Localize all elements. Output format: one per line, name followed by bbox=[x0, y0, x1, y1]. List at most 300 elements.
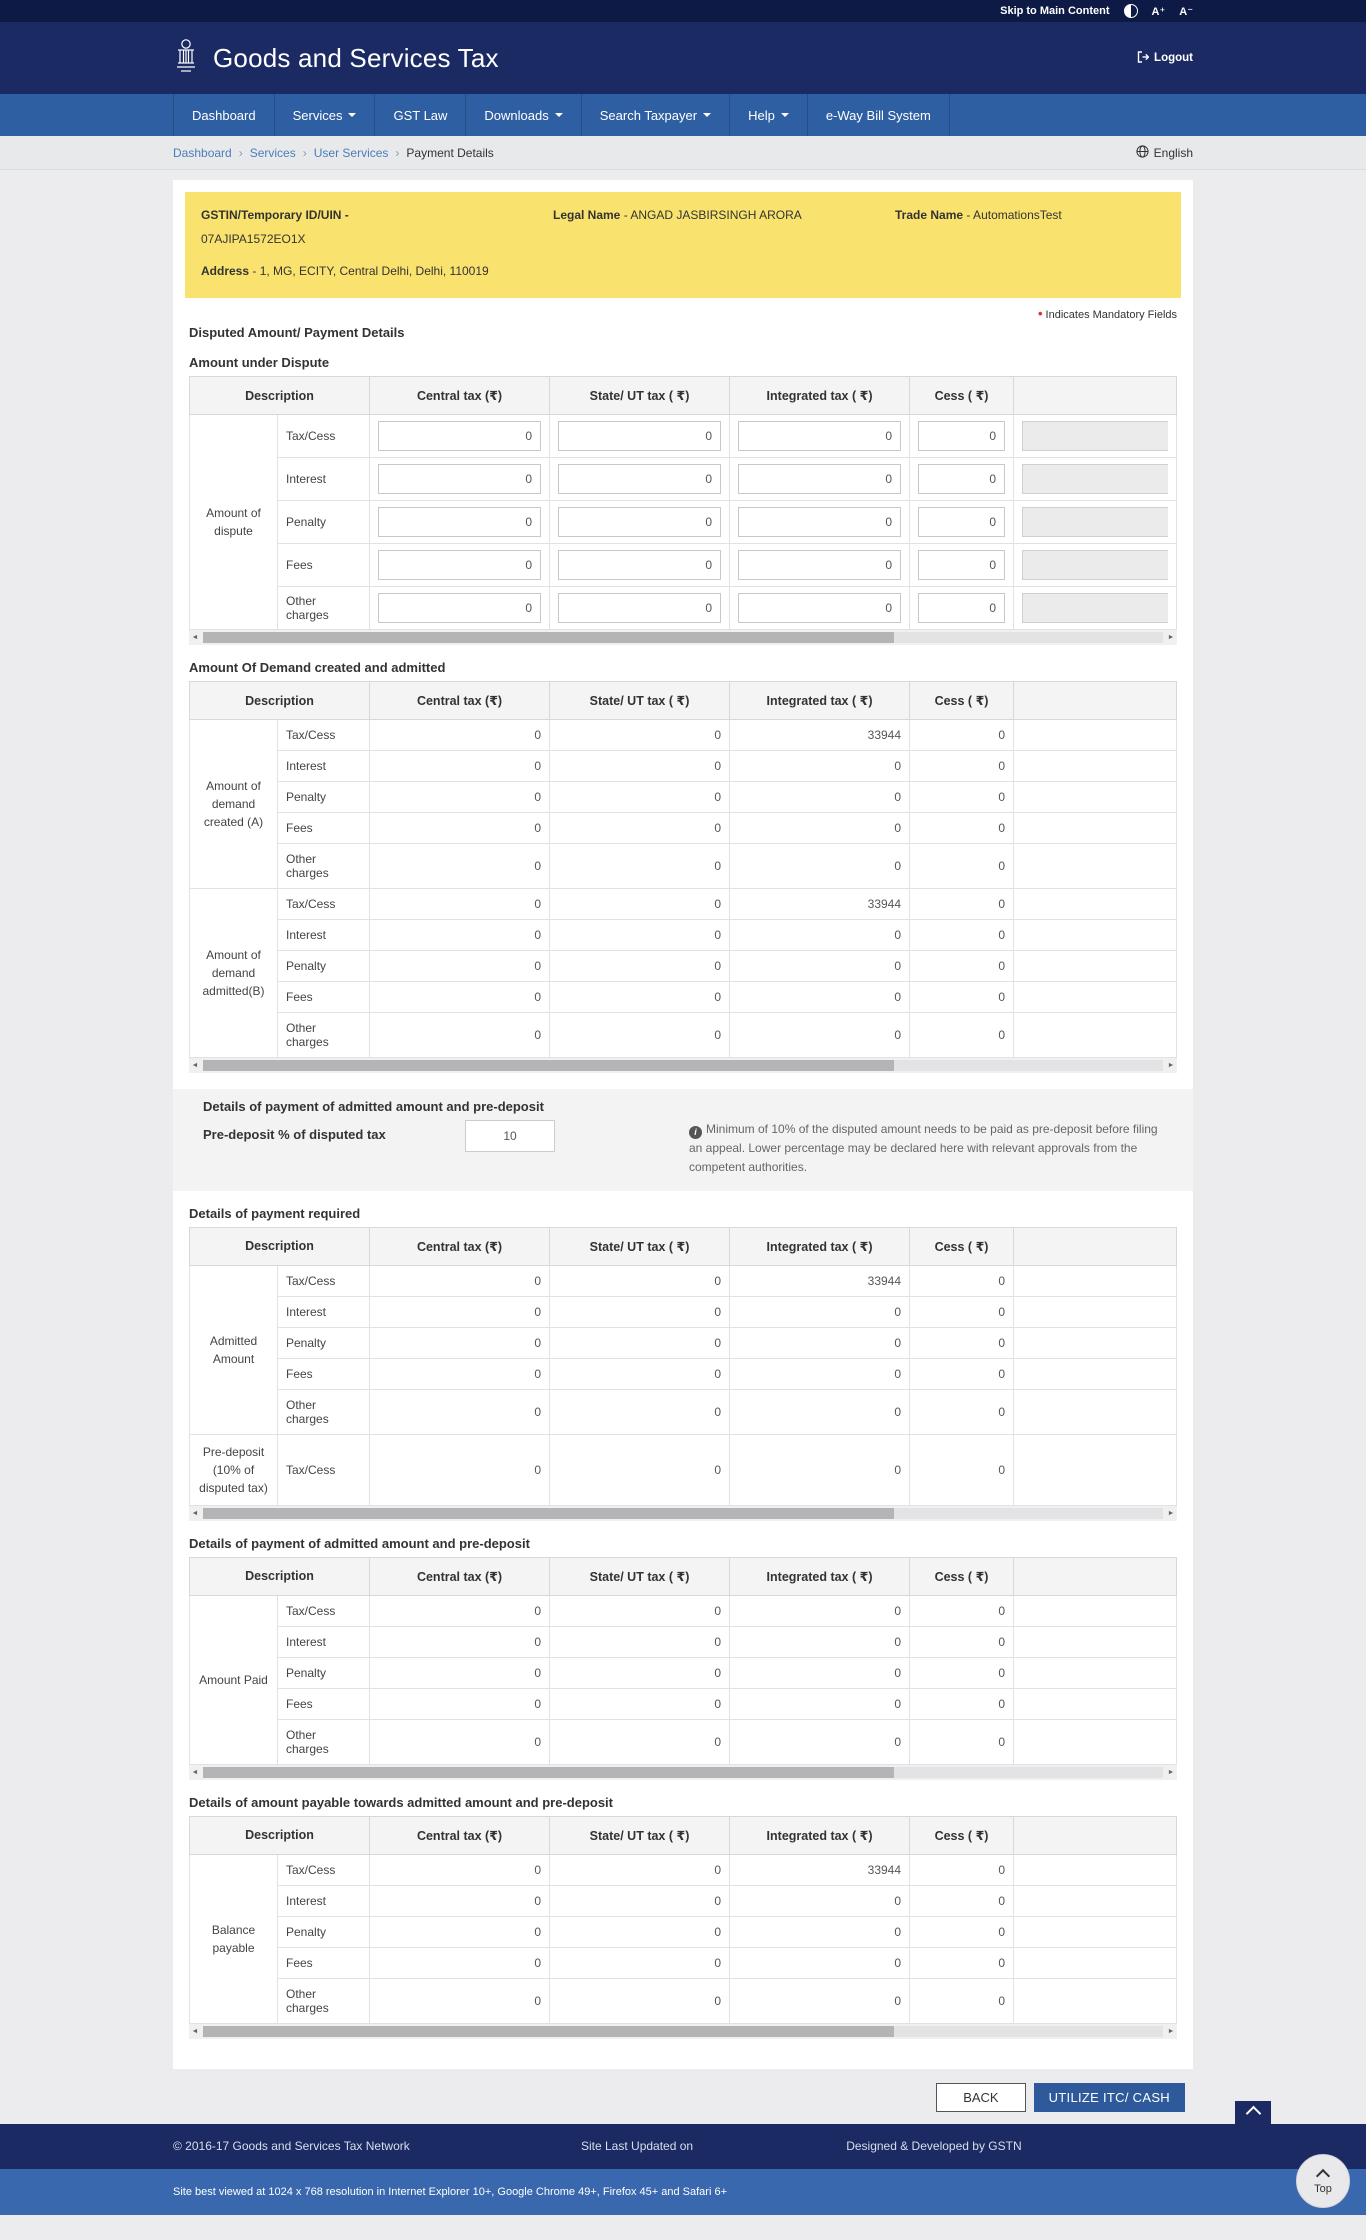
empty-cell bbox=[1014, 1358, 1177, 1389]
footer bbox=[0, 2124, 1366, 2215]
table-row bbox=[190, 889, 1177, 920]
empty-cell bbox=[1014, 1296, 1177, 1327]
amount-cell: 0 bbox=[730, 1013, 910, 1058]
column-header: Cess ( ₹) bbox=[910, 377, 1014, 415]
breadcrumb-separator bbox=[395, 146, 399, 160]
amount-input[interactable] bbox=[558, 421, 721, 451]
amount-cell: 0 bbox=[730, 1626, 910, 1657]
scroll-left-icon[interactable] bbox=[190, 1767, 200, 1778]
best-viewed-note: Site best viewed at 1024 x 768 resolution in Internet Explorer 10+, Google Chrome 49+, Firefox 45+ and Safari 6+ bbox=[173, 2185, 728, 2198]
chevron-up-icon bbox=[1245, 2105, 1261, 2121]
amount-cell: 0 bbox=[370, 1389, 550, 1434]
amount-cell: 0 bbox=[370, 1854, 550, 1885]
chevron-up-icon bbox=[1316, 2169, 1330, 2183]
amount-cell: 0 bbox=[550, 982, 730, 1013]
row-label: Tax/Cess bbox=[278, 1434, 370, 1505]
row-label: Penalty bbox=[278, 1327, 370, 1358]
globe-icon bbox=[1136, 145, 1149, 161]
amount-cell: 0 bbox=[730, 813, 910, 844]
horizontal-scrollbar[interactable] bbox=[189, 630, 1177, 645]
row-label: Tax/Cess bbox=[278, 1265, 370, 1296]
amount-input[interactable] bbox=[558, 464, 721, 494]
amount-cell: 0 bbox=[370, 751, 550, 782]
amount-cell: 0 bbox=[370, 1434, 550, 1505]
table-row bbox=[190, 951, 1177, 982]
empty-cell bbox=[1014, 751, 1177, 782]
row-label: Fees bbox=[278, 1358, 370, 1389]
amount-cell: 0 bbox=[550, 782, 730, 813]
amount-cell bbox=[550, 458, 730, 501]
amount-cell: 0 bbox=[730, 1358, 910, 1389]
row-group-label: Balance payable bbox=[190, 1854, 278, 2023]
amount-cell: 0 bbox=[730, 1978, 910, 2023]
amount-input[interactable] bbox=[918, 593, 1005, 623]
scrollbar-thumb[interactable] bbox=[203, 1767, 894, 1778]
amount-input-readonly bbox=[1022, 507, 1168, 537]
amount-input-readonly bbox=[1022, 464, 1168, 494]
amount-cell: 0 bbox=[730, 951, 910, 982]
payment-required-table bbox=[189, 1227, 1177, 1506]
amount-cell: 0 bbox=[370, 982, 550, 1013]
row-label: Tax/Cess bbox=[278, 889, 370, 920]
amount-cell bbox=[550, 587, 730, 630]
amount-paid-table bbox=[189, 1557, 1177, 1765]
amount-cell: 0 bbox=[550, 1296, 730, 1327]
scroll-left-icon[interactable] bbox=[190, 1508, 200, 1519]
form-actions bbox=[173, 2083, 1193, 2112]
amount-cell: 0 bbox=[910, 1978, 1014, 2023]
column-header: Central tax (₹) bbox=[370, 377, 550, 415]
increase-font-button[interactable]: A⁺ bbox=[1151, 5, 1166, 18]
row-label: Tax/Cess bbox=[278, 720, 370, 751]
table-row bbox=[190, 1358, 1177, 1389]
amount-cell: 0 bbox=[370, 720, 550, 751]
amount-input-readonly bbox=[1022, 421, 1168, 451]
amount-input[interactable] bbox=[378, 464, 541, 494]
nav-item-help[interactable]: Help bbox=[729, 94, 807, 136]
row-group-label: Amount of demand admitted(B) bbox=[190, 889, 278, 1058]
amount-cell bbox=[730, 501, 910, 544]
column-header-empty bbox=[1014, 682, 1177, 720]
table-row bbox=[190, 1013, 1177, 1058]
row-label: Fees bbox=[278, 1688, 370, 1719]
empty-cell bbox=[1014, 1434, 1177, 1505]
amount-cell: 0 bbox=[910, 1854, 1014, 1885]
scroll-left-icon[interactable] bbox=[190, 1060, 200, 1071]
logout-icon bbox=[1137, 51, 1149, 66]
amount-input[interactable] bbox=[738, 421, 901, 451]
main-navigation bbox=[0, 94, 1366, 136]
amount-input[interactable] bbox=[378, 550, 541, 580]
column-header-description: Description bbox=[190, 1816, 370, 1854]
row-label: Penalty bbox=[278, 1657, 370, 1688]
amount-cell: 0 bbox=[370, 1595, 550, 1626]
table-row bbox=[190, 1327, 1177, 1358]
amount-cell: 0 bbox=[550, 1657, 730, 1688]
empty-cell bbox=[1014, 1885, 1177, 1916]
amount-cell: 0 bbox=[910, 1389, 1014, 1434]
site-logo[interactable] bbox=[173, 38, 499, 79]
logout-button[interactable]: Logout bbox=[1137, 51, 1193, 66]
scroll-left-icon[interactable] bbox=[190, 2026, 200, 2037]
amount-cell: 0 bbox=[730, 920, 910, 951]
table-row bbox=[190, 1389, 1177, 1434]
amount-input-readonly bbox=[1022, 593, 1168, 623]
column-header: State/ UT tax ( ₹) bbox=[550, 377, 730, 415]
amount-cell: 0 bbox=[730, 1327, 910, 1358]
table-row bbox=[190, 458, 1177, 501]
amount-input[interactable] bbox=[918, 507, 1005, 537]
empty-cell bbox=[1014, 1327, 1177, 1358]
column-header: Integrated tax ( ₹) bbox=[730, 377, 910, 415]
row-label: Tax/Cess bbox=[278, 415, 370, 458]
amount-cell: 0 bbox=[370, 1265, 550, 1296]
amount-cell: 0 bbox=[910, 1916, 1014, 1947]
amount-cell: 0 bbox=[910, 844, 1014, 889]
amount-cell: 0 bbox=[550, 1434, 730, 1505]
amount-input[interactable] bbox=[378, 421, 541, 451]
breadcrumb-link-services[interactable]: Services bbox=[249, 145, 296, 160]
column-header-description: Description bbox=[190, 682, 370, 720]
gstin-field: GSTIN/Temporary ID/UIN - 07AJIPA1572EO1X bbox=[201, 208, 349, 246]
empty-cell bbox=[1014, 813, 1177, 844]
column-header-empty bbox=[1014, 377, 1177, 415]
amount-cell: 0 bbox=[550, 1389, 730, 1434]
mandatory-fields-note: • Indicates Mandatory Fields bbox=[189, 306, 1177, 321]
nav-item-downloads[interactable]: Downloads bbox=[465, 94, 580, 136]
column-header: Cess ( ₹) bbox=[910, 682, 1014, 720]
amount-cell: 0 bbox=[730, 844, 910, 889]
table-row bbox=[190, 844, 1177, 889]
empty-cell bbox=[1014, 1854, 1177, 1885]
table-row bbox=[190, 1854, 1177, 1885]
table-row bbox=[190, 1978, 1177, 2023]
skip-to-main-content-link[interactable]: Skip to Main Content bbox=[1000, 5, 1110, 17]
column-header: State/ UT tax ( ₹) bbox=[550, 1816, 730, 1854]
amount-input[interactable] bbox=[918, 464, 1005, 494]
row-label: Fees bbox=[278, 1947, 370, 1978]
row-label: Penalty bbox=[278, 1916, 370, 1947]
empty-cell bbox=[1014, 1595, 1177, 1626]
amount-cell: 0 bbox=[370, 1978, 550, 2023]
amount-input[interactable] bbox=[378, 507, 541, 537]
amount-cell: 0 bbox=[550, 1719, 730, 1764]
column-header: Central tax (₹) bbox=[370, 1227, 550, 1265]
row-label: Other charges bbox=[278, 1719, 370, 1764]
amount-cell: 0 bbox=[550, 1916, 730, 1947]
table-row bbox=[190, 720, 1177, 751]
amount-cell: 0 bbox=[550, 889, 730, 920]
empty-cell bbox=[1014, 1626, 1177, 1657]
nav-item-dashboard[interactable]: Dashboard bbox=[173, 94, 274, 136]
utilize-itc-cash-button[interactable]: UTILIZE ITC/ CASH bbox=[1034, 2083, 1185, 2112]
column-header-empty bbox=[1014, 1557, 1177, 1595]
main-content-panel bbox=[173, 180, 1193, 2069]
amount-cell: 0 bbox=[730, 1947, 910, 1978]
row-label: Interest bbox=[278, 1296, 370, 1327]
table-row bbox=[190, 1885, 1177, 1916]
amount-cell bbox=[910, 587, 1014, 630]
amount-cell: 0 bbox=[550, 920, 730, 951]
amount-cell: 0 bbox=[550, 1358, 730, 1389]
empty-cell bbox=[1014, 982, 1177, 1013]
breadcrumb bbox=[173, 146, 494, 160]
amount-cell bbox=[550, 415, 730, 458]
amount-cell: 0 bbox=[550, 1978, 730, 2023]
amount-cell: 0 bbox=[550, 1626, 730, 1657]
amount-input-readonly bbox=[1022, 550, 1168, 580]
amount-cell bbox=[730, 415, 910, 458]
language-selector[interactable]: English bbox=[1136, 145, 1193, 161]
column-header-description: Description bbox=[190, 377, 370, 415]
column-header-empty bbox=[1014, 1227, 1177, 1265]
column-header: Cess ( ₹) bbox=[910, 1557, 1014, 1595]
amount-cell: 0 bbox=[910, 1434, 1014, 1505]
amount-cell: 0 bbox=[910, 889, 1014, 920]
amount-cell: 0 bbox=[370, 1358, 550, 1389]
amount-cell: 0 bbox=[910, 920, 1014, 951]
row-label: Fees bbox=[278, 813, 370, 844]
row-group-label: Admitted Amount bbox=[190, 1265, 278, 1434]
row-group-label: Amount of demand created (A) bbox=[190, 720, 278, 889]
amount-cell: 0 bbox=[730, 1719, 910, 1764]
predeposit-percent-input[interactable] bbox=[465, 1120, 555, 1152]
table-row bbox=[190, 544, 1177, 587]
amount-input[interactable] bbox=[738, 507, 901, 537]
empty-cell bbox=[1014, 458, 1177, 501]
row-label: Interest bbox=[278, 458, 370, 501]
amount-cell: 0 bbox=[370, 920, 550, 951]
amount-cell: 0 bbox=[550, 1327, 730, 1358]
amount-cell: 0 bbox=[910, 1013, 1014, 1058]
amount-cell: 0 bbox=[550, 720, 730, 751]
amount-cell: 0 bbox=[550, 844, 730, 889]
scrollbar-thumb[interactable] bbox=[203, 632, 894, 643]
section-title-amount-paid: Details of payment of admitted amount and pre-deposit bbox=[189, 1535, 530, 1551]
decrease-font-button[interactable]: A⁻ bbox=[1179, 5, 1193, 18]
amount-cell bbox=[910, 415, 1014, 458]
amount-cell: 0 bbox=[910, 813, 1014, 844]
table-row bbox=[190, 982, 1177, 1013]
breadcrumb-bar bbox=[0, 136, 1366, 170]
empty-cell bbox=[1014, 1978, 1177, 2023]
scroll-right-icon[interactable] bbox=[1166, 2026, 1176, 2037]
scroll-right-icon[interactable] bbox=[1166, 1767, 1176, 1778]
row-label: Other charges bbox=[278, 1013, 370, 1058]
amount-under-dispute-table bbox=[189, 376, 1177, 630]
amount-cell: 0 bbox=[370, 1657, 550, 1688]
table-row bbox=[190, 415, 1177, 458]
amount-cell: 0 bbox=[550, 1885, 730, 1916]
column-header: Central tax (₹) bbox=[370, 1557, 550, 1595]
nav-item-search-taxpayer[interactable]: Search Taxpayer bbox=[581, 94, 729, 136]
amount-cell: 0 bbox=[910, 1885, 1014, 1916]
back-to-top-button[interactable]: Top bbox=[1296, 2154, 1350, 2208]
page-title: Disputed Amount/ Payment Details bbox=[189, 325, 405, 340]
amount-cell: 0 bbox=[910, 782, 1014, 813]
amount-cell: 0 bbox=[910, 1688, 1014, 1719]
amount-input[interactable] bbox=[738, 593, 901, 623]
site-header bbox=[0, 22, 1366, 94]
amount-cell: 0 bbox=[910, 982, 1014, 1013]
amount-cell: 0 bbox=[370, 813, 550, 844]
column-header: Integrated tax ( ₹) bbox=[730, 682, 910, 720]
amount-cell: 0 bbox=[730, 782, 910, 813]
footer-main-bar bbox=[0, 2124, 1366, 2169]
row-group-label: Pre-deposit (10% of disputed tax) bbox=[190, 1434, 278, 1505]
amount-cell bbox=[730, 587, 910, 630]
empty-cell bbox=[1014, 1947, 1177, 1978]
column-header: Cess ( ₹) bbox=[910, 1227, 1014, 1265]
scrollbar-thumb[interactable] bbox=[203, 1060, 894, 1071]
empty-cell bbox=[1014, 889, 1177, 920]
scroll-right-icon[interactable] bbox=[1166, 632, 1176, 643]
row-label: Fees bbox=[278, 544, 370, 587]
column-header: Central tax (₹) bbox=[370, 682, 550, 720]
scroll-right-icon[interactable] bbox=[1166, 1508, 1176, 1519]
amount-cell: 0 bbox=[730, 1657, 910, 1688]
amount-cell bbox=[550, 544, 730, 587]
amount-cell: 33944 bbox=[730, 720, 910, 751]
amount-input[interactable] bbox=[738, 464, 901, 494]
amount-cell: 0 bbox=[910, 951, 1014, 982]
horizontal-scrollbar[interactable] bbox=[189, 1506, 1177, 1521]
amount-cell bbox=[370, 501, 550, 544]
section-title-amount-under-dispute: Amount under Dispute bbox=[189, 355, 330, 370]
amount-cell: 0 bbox=[910, 1626, 1014, 1657]
contrast-toggle-icon[interactable] bbox=[1124, 4, 1138, 18]
table-row bbox=[190, 782, 1177, 813]
row-label: Other charges bbox=[278, 587, 370, 630]
scrollbar-thumb[interactable] bbox=[203, 1508, 894, 1519]
amount-input[interactable] bbox=[738, 550, 901, 580]
empty-cell bbox=[1014, 415, 1177, 458]
amount-cell: 0 bbox=[370, 782, 550, 813]
amount-input[interactable] bbox=[558, 550, 721, 580]
table-row bbox=[190, 1719, 1177, 1764]
breadcrumb-link-user-services[interactable]: User Services bbox=[313, 145, 389, 160]
chevron-down-icon bbox=[781, 113, 789, 117]
horizontal-scrollbar[interactable] bbox=[189, 2024, 1177, 2039]
amount-of-demand-table bbox=[189, 681, 1177, 1058]
row-label: Interest bbox=[278, 1885, 370, 1916]
nav-item-gst-law[interactable]: GST Law bbox=[374, 94, 465, 136]
scroll-left-icon[interactable] bbox=[190, 632, 200, 643]
nav-item-eway-bill[interactable]: e-Way Bill System bbox=[807, 94, 950, 136]
breadcrumb-current: Payment Details bbox=[406, 145, 494, 160]
section-title-demand: Amount Of Demand created and admitted bbox=[189, 660, 446, 675]
amount-cell: 0 bbox=[370, 889, 550, 920]
amount-input[interactable] bbox=[558, 507, 721, 537]
column-header-description: Description bbox=[190, 1557, 370, 1595]
empty-cell bbox=[1014, 951, 1177, 982]
empty-cell bbox=[1014, 920, 1177, 951]
column-header-description: Description bbox=[190, 1227, 370, 1265]
amount-cell: 0 bbox=[370, 1885, 550, 1916]
empty-cell bbox=[1014, 1657, 1177, 1688]
breadcrumb-link-dashboard[interactable]: Dashboard bbox=[173, 145, 232, 160]
row-label: Tax/Cess bbox=[278, 1595, 370, 1626]
amount-cell bbox=[910, 501, 1014, 544]
footer-viewport-bar bbox=[0, 2169, 1366, 2215]
amount-cell: 0 bbox=[730, 1916, 910, 1947]
column-header: Central tax (₹) bbox=[370, 1816, 550, 1854]
chevron-down-icon bbox=[348, 113, 356, 117]
amount-input[interactable] bbox=[378, 593, 541, 623]
table-row bbox=[190, 587, 1177, 630]
column-header: State/ UT tax ( ₹) bbox=[550, 1227, 730, 1265]
section-title-predeposit: Details of payment of admitted amount and pre-deposit bbox=[203, 1099, 544, 1114]
row-label: Interest bbox=[278, 920, 370, 951]
amount-input[interactable] bbox=[558, 593, 721, 623]
amount-cell: 0 bbox=[370, 1296, 550, 1327]
amount-input[interactable] bbox=[918, 550, 1005, 580]
amount-cell: 0 bbox=[370, 1719, 550, 1764]
mandatory-asterisk-icon bbox=[1038, 309, 1043, 321]
row-group-label: Amount of dispute bbox=[190, 415, 278, 630]
scroll-top-button[interactable] bbox=[1235, 2101, 1271, 2126]
amount-cell: 0 bbox=[730, 1296, 910, 1327]
back-button[interactable]: BACK bbox=[936, 2083, 1025, 2112]
column-header-empty bbox=[1014, 1816, 1177, 1854]
column-header: State/ UT tax ( ₹) bbox=[550, 682, 730, 720]
info-icon bbox=[689, 1126, 702, 1139]
section-title-payment-required: Details of payment required bbox=[189, 1205, 361, 1221]
amount-cell: 0 bbox=[370, 1327, 550, 1358]
empty-cell bbox=[1014, 720, 1177, 751]
legal-name-field: Legal Name - ANGAD JASBIRSINGH ARORA bbox=[553, 208, 802, 222]
amount-cell: 0 bbox=[910, 1947, 1014, 1978]
amount-cell: 33944 bbox=[730, 889, 910, 920]
amount-cell: 0 bbox=[370, 1688, 550, 1719]
amount-cell: 0 bbox=[910, 720, 1014, 751]
row-group-label: Amount Paid bbox=[190, 1595, 278, 1764]
column-header: Integrated tax ( ₹) bbox=[730, 1557, 910, 1595]
column-header: Integrated tax ( ₹) bbox=[730, 1816, 910, 1854]
scrollbar-thumb[interactable] bbox=[203, 2026, 894, 2037]
amount-cell: 0 bbox=[730, 751, 910, 782]
amount-cell: 0 bbox=[910, 751, 1014, 782]
empty-cell bbox=[1014, 1013, 1177, 1058]
table-row bbox=[190, 1916, 1177, 1947]
nav-item-services[interactable]: Services bbox=[274, 94, 375, 136]
india-emblem-icon bbox=[173, 38, 199, 79]
horizontal-scrollbar[interactable] bbox=[189, 1058, 1177, 1073]
empty-cell bbox=[1014, 1688, 1177, 1719]
amount-cell: 0 bbox=[550, 1854, 730, 1885]
amount-cell: 0 bbox=[370, 1947, 550, 1978]
scroll-right-icon[interactable] bbox=[1166, 1060, 1176, 1071]
predeposit-info-text: i Minimum of 10% of the disputed amount needs to be paid as pre-deposit before filing an appeal. Lower percentage may be declared here with relevant approvals from the competent authorities. bbox=[689, 1120, 1163, 1177]
table-row bbox=[190, 751, 1177, 782]
amount-cell bbox=[550, 501, 730, 544]
amount-cell: 0 bbox=[910, 1296, 1014, 1327]
top-utility-bar bbox=[0, 0, 1366, 22]
empty-cell bbox=[1014, 1916, 1177, 1947]
amount-input[interactable] bbox=[918, 421, 1005, 451]
row-label: Interest bbox=[278, 751, 370, 782]
section-title-balance-payable: Details of amount payable towards admitted amount and pre-deposit bbox=[189, 1794, 613, 1810]
amount-cell: 0 bbox=[370, 1013, 550, 1058]
horizontal-scrollbar[interactable] bbox=[189, 1765, 1177, 1780]
amount-cell: 0 bbox=[550, 1013, 730, 1058]
amount-cell: 0 bbox=[550, 1595, 730, 1626]
breadcrumb-separator bbox=[239, 146, 243, 160]
empty-cell bbox=[1014, 587, 1177, 630]
amount-cell bbox=[370, 458, 550, 501]
empty-cell bbox=[1014, 1265, 1177, 1296]
predeposit-percent-label: Pre-deposit % of disputed tax bbox=[203, 1127, 386, 1142]
